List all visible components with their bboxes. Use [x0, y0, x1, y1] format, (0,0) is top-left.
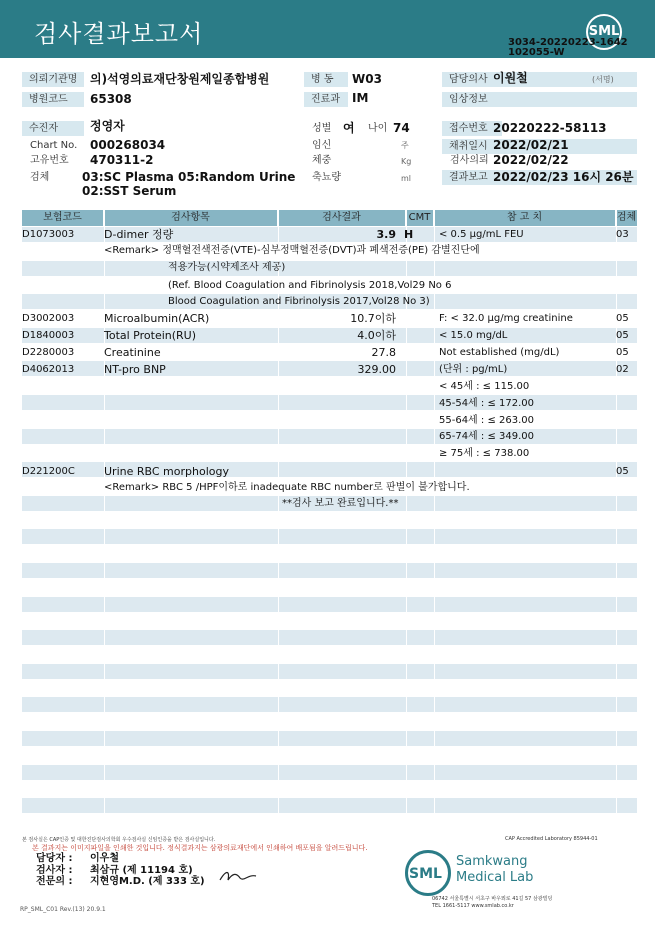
tester-label: 검사자 : [36, 865, 73, 876]
row-ref: < 15.0 mg/dL [439, 330, 508, 341]
row-ref: 65-74세 : ≤ 349.00 [439, 431, 534, 442]
col-divider [104, 210, 105, 834]
row-item: Urine RBC morphology [104, 465, 229, 478]
lab-name: Samkwang Medical Lab [456, 854, 534, 885]
row-spec: 05 [616, 347, 629, 358]
collect-label: 채취일시 [442, 139, 637, 154]
cert-note: 본 검사실은 CAP인증 및 대한진단검사의학회 우수검사실 신임인증을 받은 검사실입니다. [22, 837, 216, 843]
request-value: 2022/02/22 [493, 153, 569, 167]
report-value: 2022/02/23 16시 26분 [493, 170, 634, 184]
expert-label: 전문의 : [36, 876, 73, 887]
row-item: Microalbumin(ACR) [104, 312, 210, 325]
staff-label: 담당자 : [36, 853, 73, 864]
chart-value: 000268034 [90, 138, 166, 152]
specimen-value-1: 03:SC Plasma 05:Random Urine [82, 170, 296, 184]
hcode-value: 65308 [90, 92, 132, 106]
age-value: 74 [393, 121, 410, 135]
chart-label: Chart No. [30, 140, 78, 151]
id-value: 470311-2 [90, 153, 154, 167]
row-ref: Not established (mg/dL) [439, 347, 560, 358]
sex-label: 성별 [312, 123, 332, 134]
col-divider [616, 210, 617, 834]
row-result: 4.0이하 [357, 329, 396, 342]
table-stripe-row [22, 731, 637, 746]
signature-icon [218, 868, 258, 884]
row-code: D1840003 [22, 330, 75, 341]
row-code: D1073003 [22, 229, 75, 240]
row-remark: (Ref. Blood Coagulation and Fibrinolysis 2018,Vol29 No 6 [168, 280, 452, 291]
cap-note: CAP Accredited Laboratory 85944-01 [505, 836, 598, 842]
table-stripe-row [22, 630, 637, 645]
row-remark: <Remark> 정맥혈전색전증(VTE)-심부정맥혈전증(DVT)과 폐색전증(PE) 감별진단에 [104, 245, 480, 256]
row-remark: 적용가능(시약제조사 제공) [168, 262, 286, 273]
row-result: 27.8 [371, 346, 396, 359]
table-stripe-row [22, 429, 637, 444]
preg-label: 임신 [312, 140, 332, 151]
row-ref: 45-54세 : ≤ 172.00 [439, 398, 534, 409]
table-stripe-row [22, 697, 637, 712]
row-spec: 05 [616, 330, 629, 341]
row-remark: <Remark> RBC 5 /HPF이하로 inadequate RBC number로 판별이 불가합니다. [104, 482, 470, 493]
specimen-value-2: 02:SST Serum [82, 184, 177, 198]
row-item: D-dimer 정량 [104, 228, 174, 241]
tester-value: 최삼규 (제 11194 호) [90, 865, 193, 876]
id-label: 고유번호 [30, 155, 69, 166]
col-reference: 참 고 치 [434, 210, 616, 226]
row-code: D221200C [22, 466, 75, 477]
row-result: 3.9 [376, 228, 396, 241]
row-remark: Blood Coagulation and Fibrinolysis 2017,Vol28 No 3) [168, 296, 430, 307]
preg-unit: 주 [401, 141, 409, 150]
col-divider [434, 210, 435, 834]
specimen-label: 검체 [30, 172, 50, 183]
dept-value: IM [352, 91, 369, 105]
report-label: 결과보고 [442, 170, 637, 185]
row-code: D3002003 [22, 313, 75, 324]
col-specimen: 검체 [616, 212, 637, 223]
table-stripe-row [22, 395, 637, 410]
col-test-item: 검사항목 [104, 210, 278, 226]
table-stripe-row [22, 529, 637, 544]
col-result: 검사결과 [278, 210, 406, 226]
weight-label: 체중 [312, 155, 332, 166]
col-insurance-code: 보험코드 [22, 210, 104, 226]
results-table-header [22, 210, 637, 226]
staff-value: 이우철 [90, 853, 119, 864]
lab-address: 06742 서울특별시 서초구 바우뫼로 41길 57 삼광빌딩 [432, 896, 553, 902]
row-item: Creatinine [104, 346, 161, 359]
row-spec: 03 [616, 229, 629, 240]
row-code: D4062013 [22, 364, 75, 375]
row-ref: ≥ 75세 : ≤ 738.00 [439, 448, 530, 459]
table-stripe-row [22, 664, 637, 679]
row-ref: 55-64세 : ≤ 263.00 [439, 415, 534, 426]
urine-label: 축뇨량 [312, 172, 341, 183]
row-code: D2280003 [22, 347, 75, 358]
receipt-label: 접수번호 [442, 121, 502, 136]
weight-unit: Kg [401, 157, 412, 166]
table-stripe-row [22, 261, 637, 276]
row-ref: F: < 32.0 μg/mg creatinine [439, 313, 573, 324]
doctor-label-bg: 담당의사 [442, 72, 637, 87]
row-item: NT-pro BNP [104, 363, 166, 376]
row-spec: 02 [616, 364, 629, 375]
sex-value: 여 [343, 121, 355, 135]
report-number: 3034-20220223-1642 102055-W [508, 37, 628, 58]
expert-value: 지현영M.D. (제 333 호) [90, 876, 205, 887]
hospital-label: 의뢰기관명 [22, 72, 84, 87]
table-stripe-row [22, 765, 637, 780]
print-note: 본 결과지는 이미지파일을 인쇄한 것입니다. 정식결과지는 삼광의료재단에서 인쇄하여 배포됨을 알려드립니다. [32, 844, 368, 852]
receipt-value: 20220222-58113 [493, 121, 607, 135]
row-spec: 05 [616, 313, 629, 324]
hcode-label: 병원코드 [22, 92, 84, 107]
doctor-value: 이원철 [493, 71, 528, 85]
row-spec: 05 [616, 466, 629, 477]
age-label: 나이 [368, 123, 388, 134]
col-cmt: CMT [406, 210, 434, 226]
dept-label: 진료과 [304, 92, 348, 107]
sign-label: (서명) [592, 75, 614, 84]
row-result: 10.7이하 [350, 312, 396, 325]
sml-logo: SML [586, 14, 622, 50]
row-flag: H [404, 228, 414, 241]
request-label: 검사의뢰 [450, 155, 489, 166]
row-ref: < 45세 : ≤ 115.00 [439, 381, 530, 392]
patient-value: 정영자 [90, 119, 125, 133]
row-item: Total Protein(RU) [104, 329, 197, 342]
row-ref: (단위 : pg/mL) [439, 364, 508, 375]
collect-value: 2022/02/21 [493, 138, 569, 152]
lab-phone: TEL 1661-5117 www.smlab.co.kr [432, 903, 514, 909]
table-stripe-row [22, 798, 637, 813]
urine-unit: ml [401, 174, 412, 183]
ward-label: 병 동 [304, 72, 348, 87]
ward-value: W03 [352, 72, 382, 86]
lab-logo: SML [409, 866, 442, 882]
table-stripe-row [22, 597, 637, 612]
page-title: 검사결과보고서 [34, 20, 204, 48]
row-result: 329.00 [357, 363, 396, 376]
hospital-value: 의)석영의료재단창원제일종합병원 [90, 72, 270, 86]
report-complete: **검사 보고 완료입니다.** [282, 498, 399, 509]
row-ref: < 0.5 μg/mL FEU [439, 229, 524, 240]
patient-label: 수진자 [22, 121, 84, 136]
form-code: RP_SML_C01 Rev.(13) 20.9.1 [20, 906, 106, 913]
table-stripe-row [22, 563, 637, 578]
clinical-label: 임상정보 [442, 92, 637, 107]
